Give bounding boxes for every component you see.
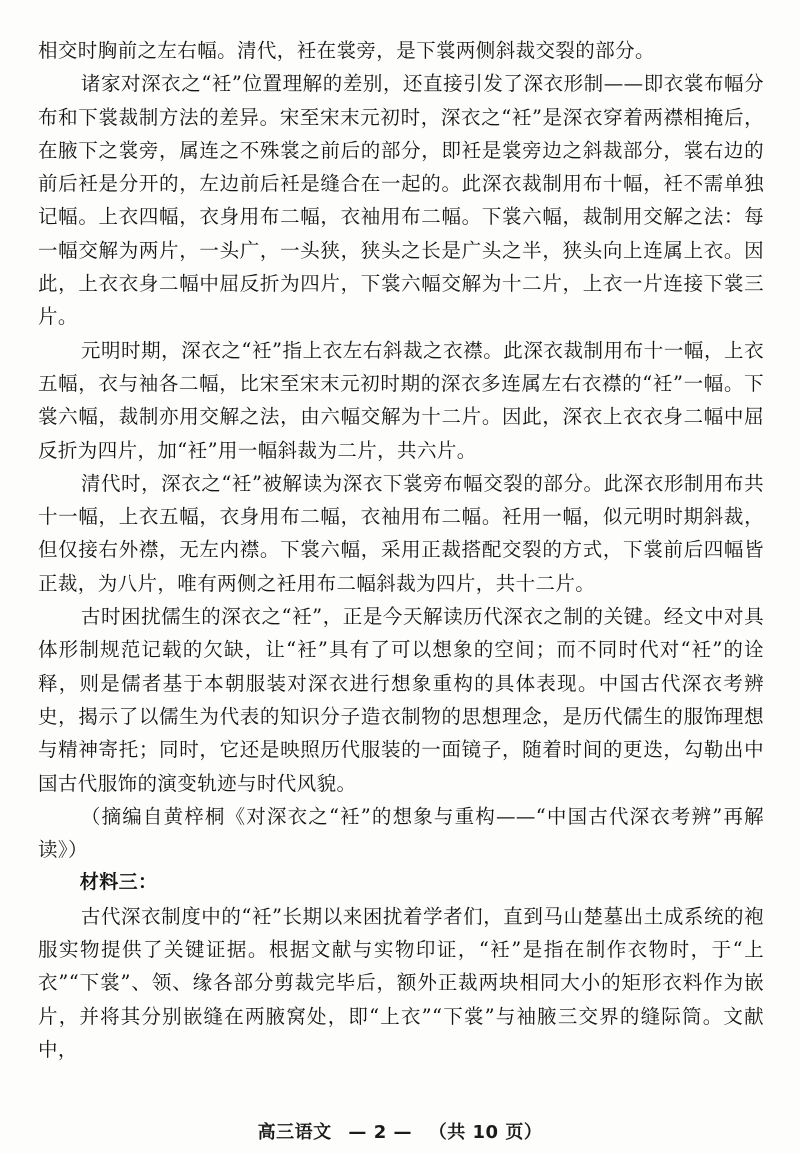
- footer-page-number: — 2 —: [348, 1122, 412, 1143]
- paragraph: 清代时，深衣之“衽”被解读为深衣下裳旁布幅交裂的部分。此深衣形制用布共十一幅，上衣五幅，衣身用布二幅，衣袖用布二幅。衽用一幅，似元明时期斜裁，但仅接右外襟，无左内襟。下裳六幅，采用正裁搭配交裂的方式，下裳前后四幅皆正裁，为八片，唯有两侧之衽用布二幅斜裁为四片，共十二片。: [38, 471, 764, 595]
- section-heading: 材料三：: [79, 871, 158, 894]
- paragraph: 古代深衣制度中的“衽”长期以来困扰着学者们，直到马山楚墓出土成系统的袍服实物提供了关键证据。根据文献与实物印证，“衽”是指在制作衣物时，于“上衣”“下裳”、领、缘各部分剪裁完毕后，额外正裁两块相同大小的矩形衣料作为嵌片，并将其分别嵌缝在两腋窝处，即“上衣”“下裳”与袖腋三交界的缝际筒。文献中，: [38, 904, 764, 1061]
- document-body: [38, 34, 764, 1066]
- footer-total-pages: （共 10 页）: [428, 1122, 543, 1143]
- page-footer: [0, 1118, 800, 1144]
- source-citation: （摘编自黄梓桐《对深衣之“衽”的想象与重构——“中国古代深衣考辨”再解读》）: [38, 804, 764, 862]
- paragraph: 古时困扰儒生的深衣之“衽”，正是今天解读历代深衣之制的关键。经文中对具体形制规范记载的欠缺，让“衽”具有了可以想象的空间；而不同时代对“衽”的诠释，则是儒者基于本朝服装对深衣进行想象重构的具体表现。中国古代深衣考辨史，揭示了以儒生为代表的知识分子造衣制物的思想理念，是历代儒生的服饰理想与精神寄托；同时，它还是映照历代服装的一面镜子，随着时间的更迭，勾勒出中国古代服饰的演变轨迹与时代风貌。: [38, 605, 764, 795]
- paragraph: 诸家对深衣之“衽”位置理解的差别，还直接引发了深衣形制——即衣裳布幅分布和下裳裁制方法的差异。宋至宋末元初时，深衣之“衽”是深衣穿着两襟相掩后，在腋下之裳旁，属连之不殊裳之前后的部分，即衽是裳旁边之斜裁部分，裳右边的前后衽是分开的，左边前后衽是缝合在一起的。此深衣裁制用布十幅，衽不需单独记幅。上衣四幅，衣身用布二幅，衣袖用布二幅。下裳六幅，裁制用交解之法：每一幅交解为两片，一头广，一头狭，狭头之长是广头之半，狭头向上连属上衣。因此，上衣衣身二幅中屈反折为四片，下裳六幅交解为十二片，上衣一片连接下裳三片。: [38, 72, 764, 329]
- paragraph: 相交时胸前之左右幅。清代，衽在裳旁，是下裳两侧斜裁交裂的部分。: [38, 39, 655, 62]
- paragraph: 元明时期，深衣之“衽”指上衣左右斜裁之衣襟。此深衣裁制用布十一幅，上衣五幅，衣与袖各二幅，比宋至宋末元初时期的深衣多连属左右衣襟的“衽”一幅。下裳六幅，裁制亦用交解之法，由六幅交解为十二片。因此，深衣上衣衣身二幅中屈反折为四片，加“衽”用一幅斜裁为二片，共六片。: [38, 338, 764, 462]
- footer-subject: 高三语文: [257, 1122, 332, 1143]
